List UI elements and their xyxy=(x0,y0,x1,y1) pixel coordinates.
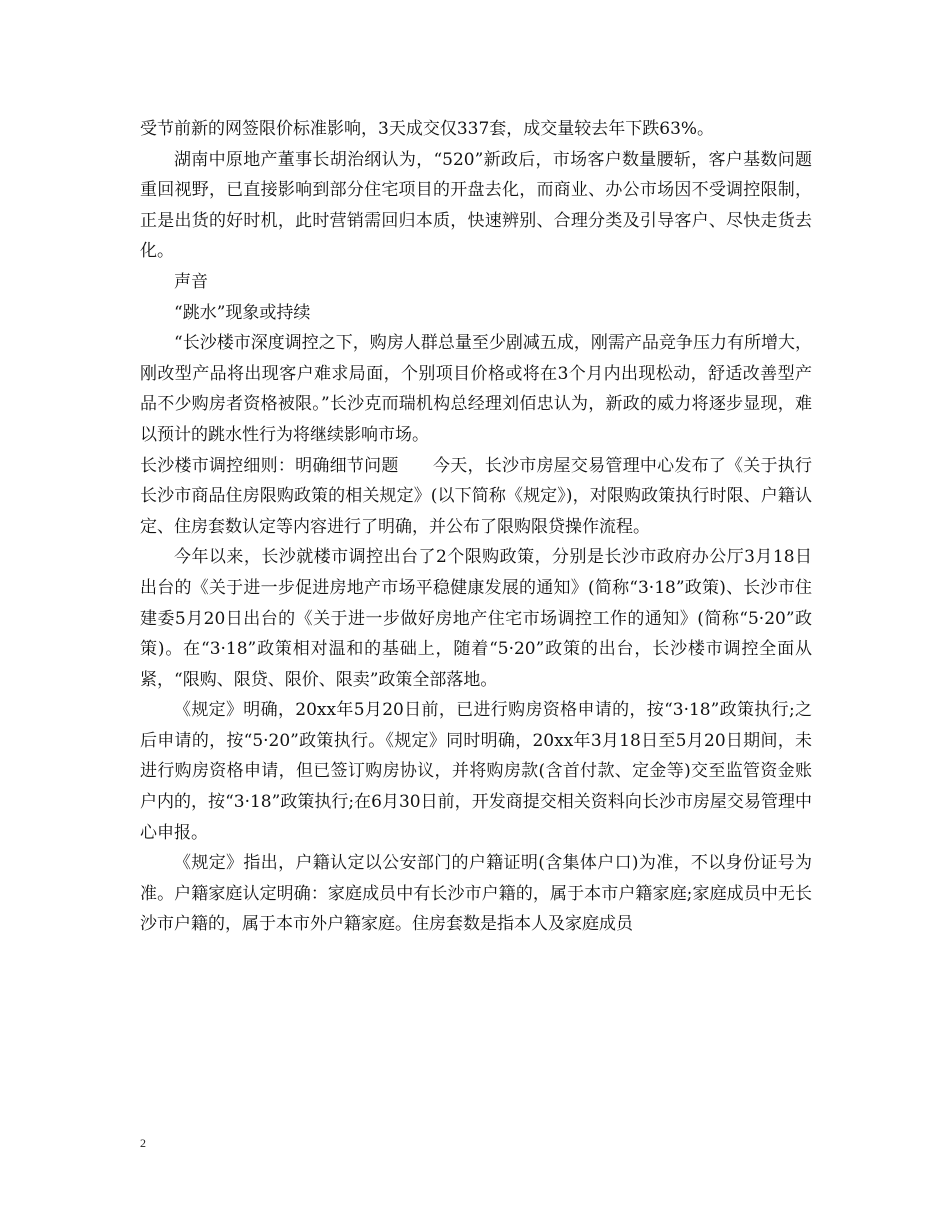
paragraph: 今年以来，长沙就楼市调控出台了2个限购政策，分别是长沙市政府办公厅3月18日出台的《关于进一步促进房地产市场平稳健康发展的通知》(简称“3·18”政策)、长沙市住建委5月20日出台的《关于进一步做好房地产住宅市场调控工作的通知》(简称“5·20”政策)。在“3·18”政策相对温和的基础上，随着“5·20”政策的出台，长沙楼市调控全面从紧，“限购、限贷、限价、限卖”政策全部落地。 xyxy=(140,547,812,690)
paragraph: 受节前新的网签限价标准影响，3天成交仅337套，成交量较去年下跌63%。 xyxy=(140,119,715,139)
page-number: 2 xyxy=(140,1136,146,1150)
paragraph: 声音 xyxy=(174,271,208,292)
paragraph: 《规定》指出，户籍认定以公安部门的户籍证明(含集体户口)为准，不以身份证号为准。户籍家庭认定明确：家庭成员中有长沙市户籍的，属于本市户籍家庭;家庭成员中无长沙市户籍的，属于本市外户籍家庭。住房套数是指本人及家庭成员 xyxy=(140,853,812,935)
paragraph: 长沙楼市调控细则：明确细节问题 今天，长沙市房屋交易管理中心发布了《关于执行长沙市商品住房限购政策的相关规定》(以下简称《规定》)，对限购政策执行时限、户籍认定、住房套数认定等内容进行了明确，并公布了限购限贷操作流程。 xyxy=(140,455,812,537)
paragraph: 《规定》明确，20xx年5月20日前，已进行购房资格申请的，按“3·18”政策执行;之后申请的，按“5·20”政策执行。《规定》同时明确，20xx年3月18日至5月20日期间，未进行购房资格申请，但已签订购房协议，并将购房款(含首付款、定金等)交至监管资金账户内的，按“3·18”政策执行;在6月30日前，开发商提交相关资料向长沙市房屋交易管理中心申报。 xyxy=(140,700,812,843)
paragraph: “跳水”现象或持续 xyxy=(174,302,311,323)
paragraph: “长沙楼市深度调控之下，购房人群总量至少剧减五成，刚需产品竞争压力有所增大，刚改型产品将出现客户难求局面，个别项目价格或将在3个月内出现松动，舒适改善型产品不少购房者资格被限。”长沙克而瑞机构总经理刘佰忠认为，新政的威力将逐步显现，难以预计的跳水性行为将继续影响市场。 xyxy=(140,333,812,445)
document-body xyxy=(140,114,812,940)
paragraph: 湖南中原地产董事长胡治纲认为，“520”新政后，市场客户数量腰斩，客户基数问题重回视野，已直接影响到部分住宅项目的开盘去化，而商业、办公市场因不受调控限制，正是出货的好时机，此时营销需回归本质，快速辨别、合理分类及引导客户、尽快走货去化。 xyxy=(140,149,812,262)
